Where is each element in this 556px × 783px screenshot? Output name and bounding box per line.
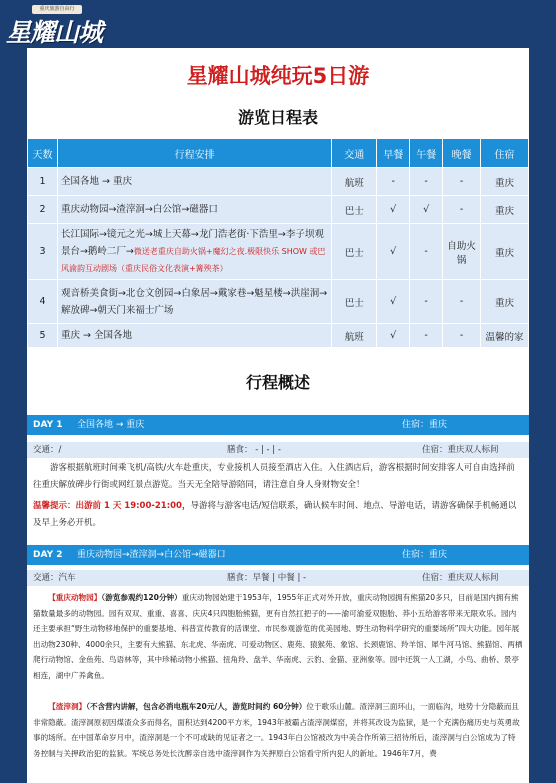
zoo-time: （游览参观约120分钟） (101, 593, 182, 602)
zzd-text: 位于歌乐山麓。渣滓洞三面环山，一面临沟，地势十分隐蔽而且非常隐蔽。渣滓洞原初因煤渣众多而得名，面积达到4200平方米，1943年被霸占渣滓洞煤窑，并将其改设为监狱，是一个充满伤痛历史与英勇故事的场所。在中国革命岁月中，渣滓洞是一个不可或缺的见证者之一。1943年白公馆被改为中美合作所第三招待所后，渣滓洞与白公馆成为了特务控制与关押政治犯的监狱。军统总务处长沈醉亲自选中渣滓洞作为关押原白公馆看守所内犯人的新址。1946年7月，费 (33, 702, 520, 758)
zzd-time: （不含营内讲解，包含必消电瓶车20元/人，游览时间约 60分钟） (86, 702, 307, 711)
plan-highlight: 微送老重庆自助火锅+魔幻之夜.极限快乐 SHOW 或巴风渝韵互动剧场（重庆民俗文化表演+篝殃茶） (60, 247, 326, 273)
cell-hotel: 重庆 (481, 224, 529, 280)
cell-transport: 巴士 (332, 196, 377, 224)
cell-lunch: - (410, 168, 443, 196)
day2-transport: 交通：汽车 (33, 573, 76, 583)
cell-breakfast: √ (377, 224, 410, 280)
cell-dinner: - (443, 196, 481, 224)
cell-lunch: √ (410, 196, 443, 224)
table-row (28, 324, 529, 348)
table-row (28, 224, 529, 280)
schedule-header-row (28, 139, 529, 168)
cell-dinner: - (443, 280, 481, 324)
cell-transport: 巴士 (332, 224, 377, 280)
cell-day: 3 (28, 224, 58, 280)
cell-transport: 巴士 (332, 280, 377, 324)
day1-route: 全国各地 → 重庆 (77, 420, 145, 430)
brand-logo (4, 2, 114, 47)
zzd-description (33, 699, 523, 761)
day1-stay: 住宿：重庆 (402, 420, 448, 430)
table-row (28, 196, 529, 224)
col-header-lunch: 午餐 (410, 139, 443, 168)
cell-breakfast: √ (377, 280, 410, 324)
cell-plan: 重庆动物园→渣滓洞→白公馆→磁器口 (57, 196, 331, 224)
tip-label: 温馨提示： (33, 501, 76, 511)
tip-time: 出游前 1 天 19:00-21:00， (75, 501, 191, 511)
day1-label: DAY 1 (33, 420, 63, 430)
cell-lunch: - (410, 224, 443, 280)
zoo-title: 【重庆动物园】 (48, 593, 102, 602)
day1-transport: 交通：/ (33, 445, 62, 455)
cell-day: 5 (28, 324, 58, 348)
day2-stay: 住宿：重庆 (402, 550, 448, 560)
day1-room: 住宿：重庆双人标间 (422, 445, 499, 455)
cell-transport: 航班 (332, 168, 377, 196)
day2-room: 住宿：重庆双人标间 (422, 573, 499, 583)
logo-name: 星耀山城 (6, 18, 103, 47)
cell-hotel: 重庆 (481, 280, 529, 324)
cell-day: 2 (28, 196, 58, 224)
day1-tip (33, 498, 523, 532)
col-header-plan: 行程安排 (57, 139, 331, 168)
plan-text: 长江国际→镜元之光→城上天幕→龙门浩老街·下浩里→李子坝观景台→鹅岭二厂→ (60, 229, 324, 257)
day1-info-row (27, 442, 529, 458)
cell-plan: 全国各地 → 重庆 (57, 168, 331, 196)
day1-header (27, 415, 529, 435)
cell-hotel: 重庆 (481, 168, 529, 196)
cell-day: 4 (28, 280, 58, 324)
day2-info-row (27, 570, 529, 586)
day2-meals: 膳食：早餐 | 中餐 | - (227, 573, 307, 583)
cell-dinner: - (443, 324, 481, 348)
page-title: 星耀山城纯玩5日游 (186, 64, 370, 88)
day1-meals: 膳食： - | - | - (227, 445, 281, 455)
col-header-transport: 交通 (332, 139, 377, 168)
col-header-dinner: 晚餐 (443, 139, 481, 168)
cell-plan (57, 224, 331, 280)
overview-heading: 行程概述 (245, 373, 310, 392)
cell-dinner: 自助火锅 (443, 224, 481, 280)
day2-label: DAY 2 (33, 550, 63, 560)
cell-breakfast: - (377, 168, 410, 196)
cell-hotel: 温馨的家 (481, 324, 529, 348)
day1-description: 游客根据航班时间乘飞机/高铁/火车赴重庆，专业接机人员接至酒店入住。入住酒店后，游客根据时间安排客人可自由选择前往重庆解放碑步行街或网红景点游览。当天无全陪导游陪同，请注意自身人身财物安全！ (33, 463, 515, 490)
table-row (28, 280, 529, 324)
cell-breakfast: √ (377, 324, 410, 348)
cell-breakfast: √ (377, 196, 410, 224)
cell-plan: 观音桥美食街→北仓文创园→白象居→戴家巷→魁星楼→洪崖洞→解放碑→朝天门来福士广场 (57, 280, 331, 324)
zoo-description (33, 590, 523, 683)
cell-dinner: - (443, 168, 481, 196)
schedule-heading: 游览日程表 (237, 108, 318, 127)
table-row (28, 168, 529, 196)
day2-route: 重庆动物园→渣滓洞→白公馆→磁器口 (77, 550, 226, 560)
cell-lunch: - (410, 324, 443, 348)
cell-day: 1 (28, 168, 58, 196)
itinerary-page (27, 48, 529, 783)
zzd-title: 【渣滓洞】 (48, 702, 87, 711)
tip-text: 导游将与游客电话/短信联系，确认候车时间、地点、导游电话，请游客确保手机畅通以及早上务必开机。 (33, 501, 517, 528)
cell-plan: 重庆 → 全国各地 (57, 324, 331, 348)
day2-header (27, 545, 529, 565)
schedule-table (27, 138, 529, 348)
col-header-breakfast: 早餐 (377, 139, 410, 168)
col-header-day: 天数 (28, 139, 58, 168)
cell-transport: 航班 (332, 324, 377, 348)
zoo-text: 重庆动物园始建于1953年，1955年正式对外开放，重庆动物园拥有熊猫20多只，目前是国内拥有熊猫数量最多的动物园。园有双双、重重、喜喜、庆庆4只四胞胎熊猫，更有自然扛把子的——渝可渝爱双胞胎、莽小五给游客带来无限欢乐。园内还主要承担“野生动物移地保护的重要基地、科普宣传教育的活课堂、市民参观游览的优美园地、野生动物科学研究的重要场所”四大功能。园年展出动物230种、4000余只，主要有大熊猫、东北虎、华南虎、可爱动物区、鹿苑、猿猴苑、象馆、长颈鹿馆、羚羊馆、犀牛河马馆、熊猫馆、两栖爬行动物馆、金鱼苑、鸟语林等，其中珍稀动物小熊猫、扭角羚、盘羊、华南虎、云豹、金猫、亚洲象等。园中还筑一人工湖，小鸟、曲桥、景亭相连，湖中广养禽鱼。 (33, 593, 523, 680)
cell-lunch: - (410, 280, 443, 324)
col-header-hotel: 住宿 (481, 139, 529, 168)
logo-subtitle: 重庆旅游自由行 (32, 5, 82, 14)
cell-hotel: 重庆 (481, 196, 529, 224)
